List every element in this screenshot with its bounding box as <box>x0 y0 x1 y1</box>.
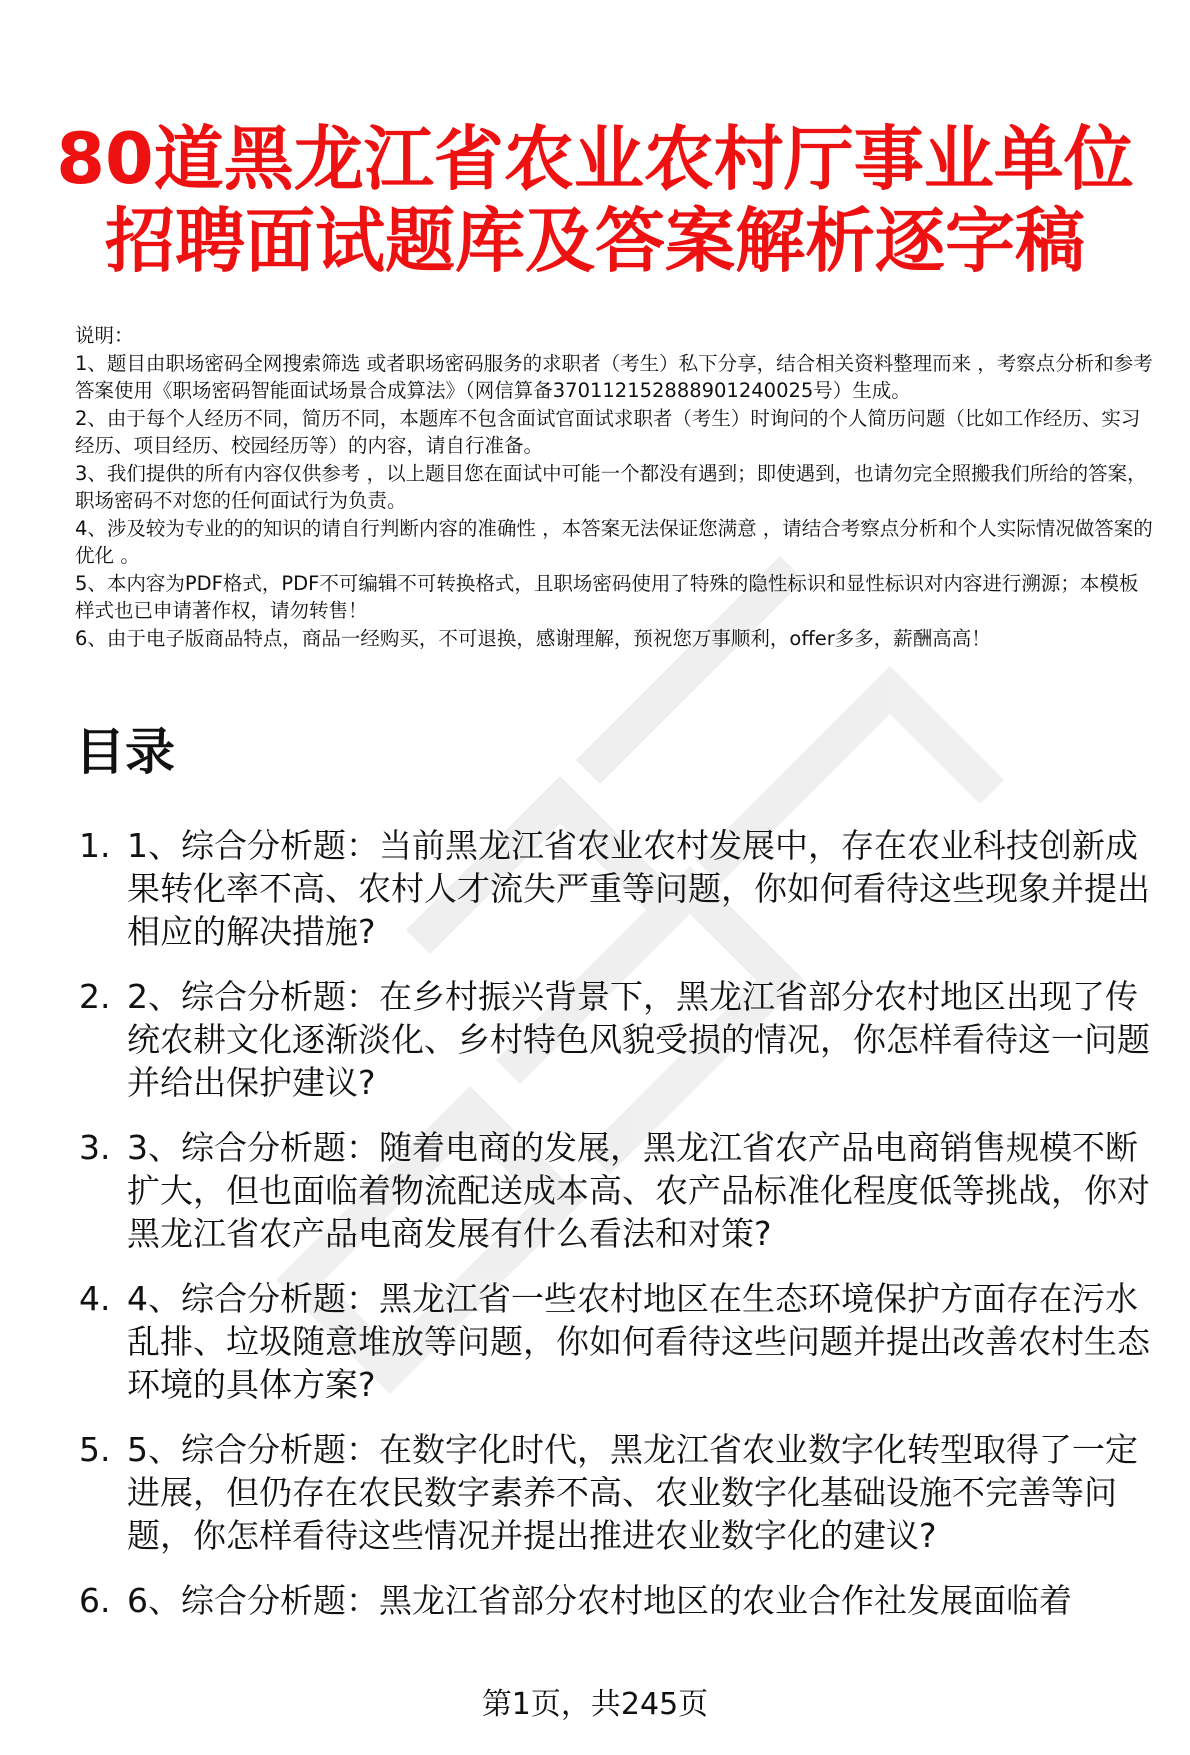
toc-item[interactable] <box>75 1277 1165 1406</box>
toc-item-number: 2. <box>79 977 111 1016</box>
toc-item[interactable] <box>75 1126 1165 1255</box>
instruction-item: 2、由于每个人经历不同，简历不同，本题库不包含面试官面试求职者（考生）时询问的个人简历问题（比如工作经历、实习经历、项目经历、校园经历等）的内容，请自行准备。 <box>75 406 1141 457</box>
toc-item-text: 2、综合分析题：在乡村振兴背景下，黑龙江省部分农村地区出现了传统农耕文化逐渐淡化、乡村特色风貌受损的情况，你怎样看待这一问题并给出保护建议? <box>127 977 1150 1102</box>
instructions-block <box>75 322 1155 652</box>
toc-item-number: 6. <box>79 1581 111 1620</box>
toc-item-text: 4、综合分析题：黑龙江省一些农村地区在生态环境保护方面存在污水乱排、垃圾随意堆放等问题，你如何看待这些问题并提出改善农村生态环境的具体方案? <box>127 1279 1150 1404</box>
instructions-heading: 说明： <box>75 324 134 347</box>
instruction-item: 6、由于电子版商品特点，商品一经购买，不可退换，感谢理解，预祝您万事顺利，offer多多，薪酬高高！ <box>75 626 991 650</box>
toc-item[interactable] <box>75 1428 1165 1557</box>
instruction-item: 4、涉及较为专业的的知识的请自行判断内容的准确性 ，本答案无法保证您满意 ，请结合考察点分析和个人实际情况做答案的优化 。 <box>75 516 1153 567</box>
toc-heading: 目录 <box>75 723 175 781</box>
toc-item-number: 3. <box>79 1128 111 1167</box>
toc-item[interactable] <box>75 824 1165 953</box>
toc-item[interactable] <box>75 975 1165 1104</box>
page-number: 第1页，共245页 <box>481 1687 709 1722</box>
title-line-2: 招聘面试题库及答案解析逐字稿 <box>105 200 1085 282</box>
toc-item-text: 6、综合分析题：黑龙江省部分农村地区的农业合作社发展面临着 <box>127 1581 1072 1620</box>
table-of-contents <box>75 824 1165 1644</box>
instruction-item: 5、本内容为PDF格式，PDF不可编辑不可转换格式，且职场密码使用了特殊的隐性标识和显性标识对内容进行溯源；本模板样式也已申请著作权，请勿转售！ <box>75 571 1139 622</box>
toc-item[interactable] <box>75 1579 1165 1622</box>
toc-item-text: 3、综合分析题：随着电商的发展，黑龙江省农产品电商销售规模不断扩大，但也面临着物流配送成本高、农产品标准化程度低等挑战，你对黑龙江省农产品电商发展有什么看法和对策? <box>127 1128 1150 1253</box>
toc-item-number: 1. <box>79 826 111 865</box>
instruction-item: 1、题目由职场密码全网搜索筛选 或者职场密码服务的求职者（考生）私下分享，结合相关资料整理而来 ，考察点分析和参考答案使用《职场密码智能面试场景合成算法》（网信算备370112152888901240025号）生成。 <box>75 351 1153 402</box>
toc-item-text: 5、综合分析题：在数字化时代，黑龙江省农业数字化转型取得了一定进展，但仍存在农民数字素养不高、农业数字化基础设施不完善等问题，你怎样看待这些情况并提出推进农业数字化的建议? <box>127 1430 1138 1555</box>
toc-item-text: 1、综合分析题：当前黑龙江省农业农村发展中，存在农业科技创新成果转化率不高、农村人才流失严重等问题，你如何看待这些现象并提出相应的解决措施? <box>127 826 1150 951</box>
toc-item-number: 5. <box>79 1430 111 1469</box>
title-line-1: 80道黑龙江省农业农村厅事业单位 <box>56 118 1134 200</box>
instruction-item: 3、我们提供的所有内容仅供参考 ，以上题目您在面试中可能一个都没有遇到；即使遇到，也请勿完全照搬我们所给的答案，职场密码不对您的任何面试行为负责。 <box>75 461 1147 512</box>
document-title <box>40 118 1150 282</box>
toc-item-number: 4. <box>79 1279 111 1318</box>
